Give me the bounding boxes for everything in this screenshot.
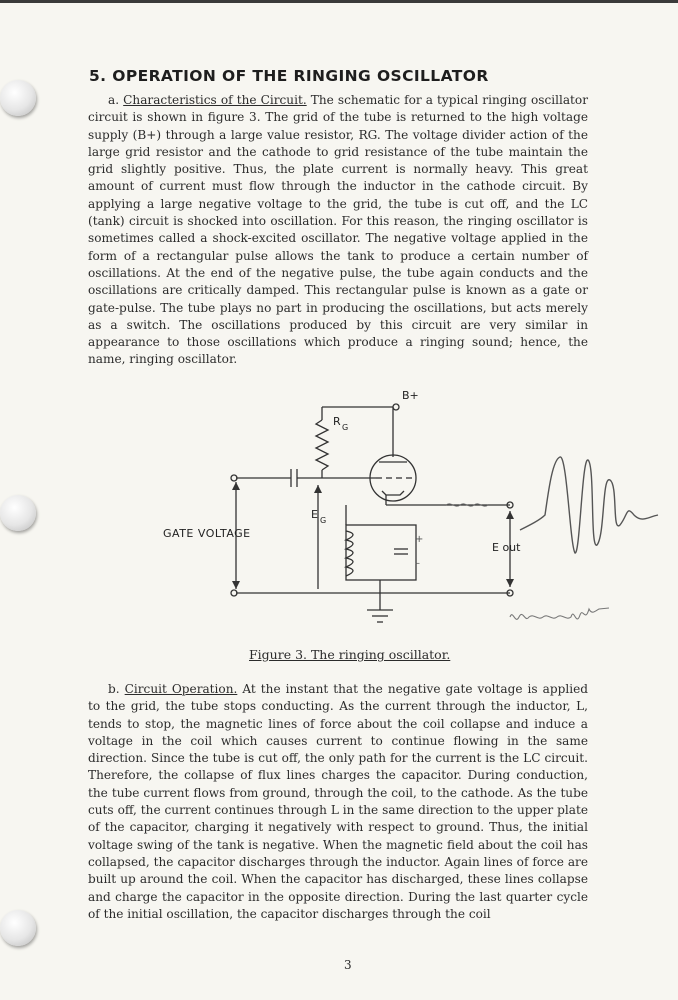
grid-resistor-icon bbox=[316, 420, 328, 470]
eg-label-subscript: G bbox=[320, 516, 327, 525]
paragraph-characteristics bbox=[88, 92, 588, 369]
paragraph-a-heading: Characteristics of the Circuit. bbox=[123, 93, 307, 107]
figure-caption: Figure 3. The ringing oscillator. bbox=[249, 647, 451, 662]
punch-hole-middle bbox=[0, 495, 36, 531]
punch-hole-top bbox=[0, 80, 36, 116]
lower-trace-sketch bbox=[510, 608, 609, 619]
paragraph-b-text: At the instant that the negative gate voltage is applied to the grid, the tube stops conducting. As the current through the inductor, L, tends to stop, the magnetic lines of force about the coil collapse and induce a voltage in the coil which causes current to continue flowing in the same direction. Since the tube is cut off, the only path for the current is the LC circuit. Therefore, the collapse of flux lines charges the capacitor. During conduction, the tube current flows from ground, through the coil, to the cathode. As the tube cuts off, the current continues through L in the same direction to the upper plate of the capacitor, charging it negatively with respect to ground. Thus, the initial voltage swing of the tank is negative. When the magnetic field about the coil has collapsed, the capacitor discharges through the inductor. Again lines of force are built up around the coil. When the capacitor has discharged, these lines collapse and charge the capacitor in the opposite direction. During the last quarter cycle of the initial oscillation, the capacitor discharges through the coil bbox=[88, 682, 588, 921]
punch-hole-bottom bbox=[0, 910, 36, 946]
section-title: 5. OPERATION OF THE RINGING OSCILLATOR bbox=[89, 67, 489, 85]
ringing-oscillator-figure bbox=[150, 385, 670, 640]
resistor-label-subscript: G bbox=[342, 423, 349, 432]
bplus-terminal-icon bbox=[393, 404, 399, 410]
cathode-scribble bbox=[446, 504, 488, 506]
tank-inductor-icon bbox=[346, 531, 353, 576]
eg-label: E bbox=[311, 508, 318, 521]
svg-text:+: + bbox=[415, 534, 424, 545]
svg-text:–: – bbox=[415, 558, 420, 569]
paragraph-b-label: b. bbox=[108, 682, 120, 696]
resistor-label: R bbox=[333, 415, 341, 428]
paragraph-a-label: a. bbox=[108, 93, 120, 107]
schematic-diagram bbox=[150, 385, 670, 640]
paragraph-b-heading: Circuit Operation. bbox=[124, 682, 238, 696]
paragraph-circuit-operation bbox=[88, 681, 588, 923]
page-number: 3 bbox=[344, 958, 352, 972]
paragraph-a-text: The schematic for a typical ringing oscillator circuit is shown in figure 3. The grid of the tube is returned to the high voltage supply (B+) through a large value resistor, RG. The voltage divider action of the large grid resistor and the cathode to grid resistance of the tube maintain the grid slightly positive. Thus, the plate current is normally heavy. This great amount of current must flow through the inductor in the cathode circuit. By applying a large negative voltage to the grid, the tube is cut off, and the LC (tank) circuit is shocked into oscillation. For this reason, the ringing oscillator is sometimes called a shock-excited oscillator. The negative voltage applied in the form of a rectangular pulse allows the tank to produce a certain number of oscillations. At the end of the negative pulse, the tube again conducts and the oscillations are critically damped. This rectangular pulse is known as a gate or gate-pulse. The tube plays no part in producing the oscillations, but acts merely as a switch. The oscillations produced by this circuit are very similar in appearance to those oscillations which produce a ringing sound; hence, the name, ringing oscillator. bbox=[88, 93, 588, 367]
bplus-label: B+ bbox=[402, 389, 419, 402]
page-top-edge bbox=[0, 0, 678, 3]
ringing-waveform-sketch bbox=[520, 457, 658, 553]
eout-label: E out bbox=[492, 541, 521, 554]
gate-voltage-label: GATE VOLTAGE bbox=[163, 527, 251, 540]
